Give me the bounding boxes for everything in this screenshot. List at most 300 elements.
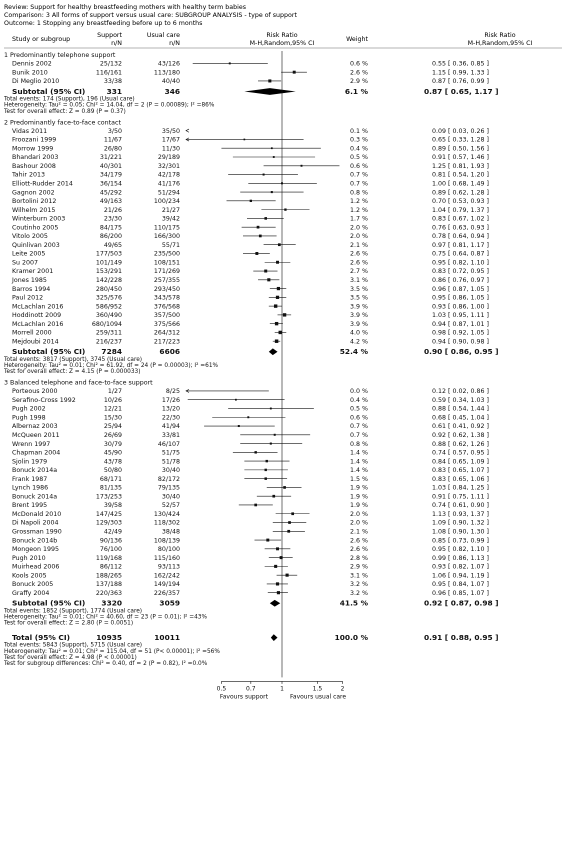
- study-weight: 2.1 %: [350, 528, 368, 536]
- point-estimate: [255, 252, 258, 255]
- study-ci: 0.78 [ 0.64, 0.94 ]: [432, 233, 489, 241]
- column-usual: Usual care: [146, 32, 180, 39]
- point-estimate: [276, 261, 279, 264]
- support-events: 116/161: [95, 69, 122, 77]
- usual-events: 52/57: [161, 502, 180, 510]
- study-weight: 0.8 %: [350, 440, 368, 448]
- study-ci: 0.74 [ 0.61, 0.90 ]: [432, 502, 489, 510]
- subtotal-label: Subtotal (95% CI): [12, 86, 86, 96]
- study-ci: 1.03 [ 0.95, 1.11 ]: [432, 312, 489, 320]
- point-estimate: [268, 79, 271, 82]
- study-name: Paul 2012: [12, 294, 44, 302]
- usual-events: 22/30: [161, 414, 180, 422]
- study-name: Mongeon 1995: [12, 546, 60, 554]
- study-name: Froozani 1999: [12, 136, 57, 144]
- usual-events: 30/40: [161, 493, 180, 501]
- study-name: Albernaz 2003: [12, 423, 58, 431]
- study-name: Wilhelm 2015: [12, 206, 56, 214]
- study-weight: 0.4 %: [350, 396, 368, 404]
- study-weight: 2.8 %: [350, 554, 368, 562]
- study-ci: 0.70 [ 0.53, 0.93 ]: [432, 198, 489, 206]
- study-weight: 2.6 %: [350, 537, 368, 545]
- support-events: 30/79: [103, 440, 122, 448]
- study-weight: 3.9 %: [350, 312, 368, 320]
- usual-events: 30/40: [161, 467, 180, 475]
- study-ci: 0.89 [ 0.62, 1.28 ]: [432, 189, 489, 197]
- study-ci: 0.81 [ 0.54, 1.20 ]: [432, 171, 489, 179]
- support-events: 68/171: [99, 475, 122, 483]
- usual-events: 40/40: [161, 78, 180, 86]
- study-weight: 2.0 %: [350, 519, 368, 527]
- usual-events: 32/301: [157, 162, 180, 170]
- study-name: Bashour 2008: [12, 162, 56, 170]
- study-name: Hoddinott 2009: [12, 312, 62, 320]
- point-estimate: [244, 139, 246, 141]
- point-estimate: [250, 200, 252, 202]
- study-ci: 0.83 [ 0.67, 1.02 ]: [432, 215, 489, 223]
- study-ci: 0.74 [ 0.57, 0.95 ]: [432, 449, 489, 457]
- study-weight: 0.7 %: [350, 431, 368, 439]
- point-estimate: [257, 226, 260, 229]
- usual-events: 293/450: [153, 285, 180, 293]
- support-events: 49/163: [99, 198, 122, 206]
- study-ci: 0.92 [ 0.62, 1.38 ]: [432, 431, 489, 439]
- support-events: 12/21: [103, 405, 122, 413]
- point-estimate: [259, 235, 262, 238]
- usual-events: 257/355: [153, 277, 180, 284]
- usual-events: 80/100: [157, 546, 180, 554]
- study-ci: 0.65 [ 0.33, 1.28 ]: [432, 136, 489, 144]
- point-estimate: [288, 521, 291, 524]
- usual-events: 17/67: [161, 136, 180, 144]
- support-events: 90/136: [99, 537, 122, 545]
- point-estimate: [276, 547, 279, 550]
- point-estimate: [270, 443, 272, 445]
- support-events: 84/175: [99, 224, 122, 232]
- point-estimate: [274, 434, 276, 436]
- study-ci: 0.93 [ 0.86, 1.00 ]: [432, 303, 489, 311]
- subtotal-label: Subtotal (95% CI): [12, 347, 86, 357]
- study-weight: 2.0 %: [350, 233, 368, 241]
- support-events: 142/228: [95, 277, 122, 284]
- study-name: Lynch 1986: [12, 484, 49, 492]
- point-estimate: [276, 296, 279, 299]
- total-diamond: [271, 634, 278, 641]
- study-weight: 0.4 %: [350, 145, 368, 153]
- study-weight: 0.3 %: [350, 136, 368, 144]
- usual-events: 51/294: [157, 189, 180, 197]
- study-weight: 1.4 %: [350, 449, 368, 457]
- study-ci: 1.25 [ 0.81, 1.93 ]: [432, 162, 489, 170]
- study-ci: 0.97 [ 0.81, 1.17 ]: [432, 241, 489, 249]
- subgroup-title: 3 Balanced telephone and face-to-face support: [4, 379, 153, 387]
- usual-events: 51/78: [161, 458, 180, 466]
- study-name: Di Meglio 2010: [12, 78, 60, 86]
- study-name: Quinlivan 2003: [12, 241, 60, 249]
- support-events: 173/253: [95, 493, 122, 501]
- x-tick-label: 0.5: [216, 685, 227, 693]
- usual-events: 375/566: [153, 320, 180, 328]
- study-name: Bonuck 2014b: [12, 537, 58, 545]
- point-estimate: [301, 165, 303, 167]
- point-estimate: [293, 71, 296, 74]
- point-estimate: [254, 504, 257, 507]
- point-estimate: [286, 574, 289, 577]
- point-estimate: [263, 174, 265, 176]
- study-name: Vidas 2011: [12, 127, 48, 135]
- study-name: Di Napoli 2004: [12, 519, 59, 527]
- study-ci: 0.12 [ 0.02, 0.86 ]: [432, 388, 489, 396]
- study-ci: 1.13 [ 0.93, 1.37 ]: [432, 510, 489, 518]
- study-ci: 1.00 [ 0.68, 1.49 ]: [432, 180, 489, 188]
- support-events: 3/50: [107, 127, 122, 135]
- study-name: Barros 1994: [12, 285, 51, 293]
- column-rr2: Risk Ratio: [484, 32, 516, 39]
- subtotal-diamond: [269, 348, 278, 355]
- usual-events: 108/151: [153, 259, 180, 267]
- point-estimate: [247, 416, 249, 418]
- study-weight: 2.0 %: [350, 510, 368, 518]
- support-events: 45/292: [99, 189, 122, 197]
- support-events: 216/237: [95, 338, 122, 346]
- subtotal-support: 331: [106, 86, 122, 96]
- usual-events: 11/30: [161, 145, 180, 153]
- study-ci: 0.96 [ 0.87, 1.05 ]: [432, 285, 489, 293]
- study-name: Grossman 1990: [12, 528, 62, 536]
- total-label: Total (95% CI): [12, 633, 70, 643]
- subtotal-usual: 346: [164, 86, 180, 96]
- support-events: 86/112: [99, 563, 122, 571]
- study-ci: 0.55 [ 0.36, 0.85 ]: [432, 60, 489, 68]
- study-weight: 0.7 %: [350, 180, 368, 188]
- x-tick-label: 1: [280, 685, 284, 693]
- point-estimate: [277, 591, 280, 594]
- subtotal-support: 7284: [101, 347, 122, 357]
- favours-support-label: Favours support: [219, 693, 268, 701]
- study-ci: 0.86 [ 0.76, 0.97 ]: [432, 277, 489, 284]
- usual-events: 357/500: [153, 312, 180, 320]
- x-tick-label: 1.5: [312, 685, 323, 693]
- usual-events: 41/94: [161, 423, 180, 431]
- study-weight: 4.2 %: [350, 338, 368, 346]
- subgroup-title: 2 Predominantly face-to-face contact: [4, 119, 121, 127]
- usual-events: 43/126: [157, 60, 180, 68]
- study-ci: 0.91 [ 0.75, 1.11 ]: [432, 493, 489, 501]
- study-ci: 0.84 [ 0.65, 1.09 ]: [432, 458, 489, 466]
- usual-events: 82/172: [157, 475, 180, 483]
- point-estimate: [274, 565, 277, 568]
- study-ci: 0.94 [ 0.87, 1.01 ]: [432, 320, 489, 328]
- study-ci: 0.95 [ 0.82, 1.10 ]: [432, 546, 489, 554]
- support-events: 360/490: [95, 312, 122, 320]
- study-weight: 3.5 %: [350, 285, 368, 293]
- study-weight: 0.6 %: [350, 60, 368, 68]
- subtotal-weight: 6.1 %: [344, 86, 368, 96]
- study-weight: 0.7 %: [350, 171, 368, 179]
- study-name: Tahir 2013: [12, 171, 46, 179]
- total-weight: 100.0 %: [334, 633, 368, 643]
- column-rr2-sub: M-H,Random,95% CI: [467, 40, 533, 47]
- support-events: 76/100: [99, 546, 122, 554]
- study-ci: 0.09 [ 0.03, 0.26 ]: [432, 127, 489, 135]
- study-name: Morrell 2000: [12, 329, 52, 337]
- point-estimate: [273, 156, 275, 158]
- study-ci: 0.87 [ 0.76, 0.99 ]: [432, 78, 489, 86]
- usual-events: 55/71: [161, 241, 180, 249]
- support-events: 188/265: [95, 572, 122, 580]
- usual-events: 217/223: [153, 338, 180, 346]
- support-events: 586/952: [95, 303, 122, 311]
- point-estimate: [264, 270, 267, 273]
- study-weight: 3.9 %: [350, 320, 368, 328]
- study-weight: 3.2 %: [350, 581, 368, 589]
- study-weight: 0.0 %: [350, 388, 368, 396]
- study-weight: 1.2 %: [350, 198, 368, 206]
- support-events: 119/168: [95, 554, 122, 562]
- study-weight: 2.1 %: [350, 241, 368, 249]
- study-name: Mejdoubi 2014: [12, 338, 59, 346]
- column-weight: Weight: [346, 36, 368, 43]
- study-name: Bonuck 2005: [12, 581, 54, 589]
- study-ci: 1.15 [ 0.99, 1.33 ]: [432, 69, 489, 77]
- study-name: McLachlan 2016: [12, 320, 64, 328]
- column-study: Study or subgroup: [12, 36, 71, 43]
- study-name: Pugh 1998: [12, 414, 46, 422]
- study-name: Bonuck 2014a: [12, 467, 58, 475]
- study-weight: 0.8 %: [350, 189, 368, 197]
- point-estimate: [287, 530, 290, 533]
- usual-events: 235/500: [153, 250, 180, 258]
- usual-events: 343/578: [153, 294, 180, 302]
- study-ci: 0.91 [ 0.57, 1.46 ]: [432, 154, 489, 162]
- study-name: Porteous 2000: [12, 388, 58, 396]
- support-events: 680/1094: [91, 320, 122, 328]
- study-name: McLachlan 2016: [12, 303, 64, 311]
- point-estimate: [264, 217, 267, 220]
- usual-events: 110/175: [153, 224, 180, 232]
- total-note: Heterogeneity: Tau² = 0.01; Chi² = 115.04, df = 51 (P< 0.00001); I² =56%: [4, 648, 220, 655]
- support-events: 10/26: [103, 396, 122, 404]
- study-weight: 1.4 %: [350, 458, 368, 466]
- support-events: 25/94: [103, 423, 122, 431]
- study-name: Winterburn 2003: [12, 215, 66, 223]
- column-rr: Risk Ratio: [266, 32, 298, 39]
- study-ci: 0.83 [ 0.65, 1.06 ]: [432, 475, 489, 483]
- study-name: Pugh 2010: [12, 554, 46, 562]
- support-events: 31/221: [99, 154, 122, 162]
- total-usual: 10011: [154, 633, 180, 643]
- usual-events: 100/234: [153, 198, 180, 206]
- study-ci: 0.98 [ 0.92, 1.05 ]: [432, 329, 489, 337]
- study-name: Coutinho 2005: [12, 224, 59, 232]
- usual-events: 113/180: [153, 69, 180, 77]
- usual-events: 93/113: [157, 563, 180, 571]
- study-ci: 0.75 [ 0.64, 0.87 ]: [432, 250, 489, 258]
- subtotal-weight: 52.4 %: [339, 347, 368, 357]
- subgroup-note: Total events: 1852 (Support), 1774 (Usual care): [4, 608, 143, 615]
- study-weight: 0.6 %: [350, 162, 368, 170]
- study-name: McDonald 2010: [12, 510, 62, 518]
- support-events: 43/78: [103, 458, 122, 466]
- point-estimate: [267, 278, 270, 281]
- comparison-line: Comparison: 3 All forms of support versus usual care: SUBGROUP ANALYSIS - type of support: [4, 12, 297, 19]
- support-events: 40/301: [99, 162, 122, 170]
- point-estimate: [266, 460, 268, 462]
- point-estimate: [291, 512, 294, 515]
- point-estimate: [270, 408, 272, 410]
- usual-events: 162/242: [153, 572, 180, 580]
- support-events: 220/363: [95, 589, 122, 597]
- study-name: Jones 1985: [12, 277, 47, 284]
- study-ci: 0.83 [ 0.65, 1.07 ]: [432, 467, 489, 475]
- point-estimate: [284, 208, 286, 210]
- study-ci: 0.59 [ 0.34, 1.03 ]: [432, 396, 489, 404]
- support-events: 15/30: [103, 414, 122, 422]
- study-weight: 2.6 %: [350, 546, 368, 554]
- study-ci: 0.94 [ 0.90, 0.98 ]: [432, 338, 489, 346]
- study-weight: 2.9 %: [350, 78, 368, 86]
- total-note: Test for overall effect: Z = 4.98 (P < 0.00001): [4, 655, 137, 662]
- study-name: Kramer 2001: [12, 268, 54, 276]
- support-events: 129/303: [95, 519, 122, 527]
- subgroup-note: Test for overall effect: Z = 4.15 (P = 0.000033): [4, 369, 141, 376]
- point-estimate: [229, 62, 231, 64]
- study-weight: 2.6 %: [350, 250, 368, 258]
- point-estimate: [283, 313, 286, 316]
- support-events: 23/30: [103, 215, 122, 223]
- usual-events: 226/357: [153, 589, 180, 597]
- usual-events: 51/75: [161, 449, 180, 457]
- study-ci: 1.08 [ 0.90, 1.30 ]: [432, 528, 489, 536]
- subgroup-note: Total events: 174 (Support), 196 (Usual care): [4, 96, 135, 103]
- study-weight: 1.9 %: [350, 502, 368, 510]
- subgroup-title: 1 Predominantly telephone support: [4, 52, 116, 59]
- study-weight: 0.1 %: [350, 127, 368, 135]
- study-name: McQueen 2011: [12, 431, 60, 439]
- support-events: 177/503: [95, 250, 122, 258]
- total-support: 10935: [96, 633, 122, 643]
- support-events: 42/49: [103, 528, 122, 536]
- point-estimate: [279, 331, 282, 334]
- point-estimate: [265, 469, 267, 471]
- study-ci: 0.89 [ 0.50, 1.56 ]: [432, 145, 489, 153]
- usual-events: 38/48: [161, 528, 180, 536]
- usual-events: 115/160: [153, 554, 180, 562]
- study-weight: 3.2 %: [350, 589, 368, 597]
- study-weight: 1.9 %: [350, 493, 368, 501]
- study-weight: 4.0 %: [350, 329, 368, 337]
- point-estimate: [276, 582, 279, 585]
- study-name: Chapman 2004: [12, 449, 61, 457]
- point-estimate: [264, 477, 266, 479]
- study-weight: 1.7 %: [350, 215, 368, 223]
- study-name: Bhandari 2003: [12, 154, 59, 162]
- support-events: 33/38: [103, 78, 122, 86]
- study-name: Bortolini 2012: [12, 198, 57, 206]
- subgroup-note: Test for overall effect: Z = 0.89 (P = 0.37): [4, 108, 126, 115]
- study-ci: 0.95 [ 0.82, 1.10 ]: [432, 259, 489, 267]
- study-weight: 0.5 %: [350, 154, 368, 162]
- support-events: 101/149: [95, 259, 122, 267]
- support-events: 259/311: [95, 329, 122, 337]
- support-events: 49/65: [103, 241, 122, 249]
- study-weight: 1.5 %: [350, 475, 368, 483]
- study-weight: 1.2 %: [350, 206, 368, 214]
- usual-events: 149/194: [153, 581, 180, 589]
- study-name: Wrenn 1997: [12, 440, 51, 448]
- usual-events: 33/81: [161, 431, 180, 439]
- column-support-sub: n/N: [111, 40, 122, 47]
- study-name: Vitolo 2005: [12, 233, 48, 241]
- usual-events: 166/300: [153, 233, 180, 241]
- favours-usual-label: Favours usual care: [290, 693, 347, 701]
- point-estimate: [278, 243, 281, 246]
- subtotal-support: 3320: [101, 598, 122, 608]
- usual-events: 79/135: [157, 484, 180, 492]
- subgroup-note: Heterogeneity: Tau² = 0.01; Chi² = 40.60, df = 23 (P = 0.01); I² =43%: [4, 614, 207, 621]
- subtotal-usual: 3059: [159, 598, 180, 608]
- usual-events: 8/25: [165, 388, 180, 396]
- subtotal-weight: 41.5 %: [339, 598, 368, 608]
- column-rr-sub: M-H,Random,95% CI: [249, 40, 315, 47]
- usual-events: 41/176: [157, 180, 180, 188]
- study-ci: 0.95 [ 0.86, 1.05 ]: [432, 294, 489, 302]
- support-events: 39/58: [103, 502, 122, 510]
- study-weight: 0.6 %: [350, 414, 368, 422]
- study-ci: 1.06 [ 0.94, 1.19 ]: [432, 572, 489, 580]
- study-weight: 2.0 %: [350, 224, 368, 232]
- usual-events: 21/27: [161, 206, 180, 214]
- study-ci: 0.76 [ 0.63, 0.93 ]: [432, 224, 489, 232]
- subgroup-note: Total events: 3817 (Support), 3745 (Usual care): [4, 356, 143, 363]
- x-tick-label: 2: [340, 685, 345, 693]
- point-estimate: [275, 322, 278, 325]
- total-ci: 0.91 [ 0.88, 0.95 ]: [424, 633, 499, 643]
- study-ci: 0.88 [ 0.62, 1.26 ]: [432, 440, 489, 448]
- usual-events: 376/568: [153, 303, 180, 311]
- usual-events: 29/189: [157, 154, 180, 162]
- study-name: Morrow 1999: [12, 145, 54, 153]
- point-estimate: [272, 495, 275, 498]
- study-name: Su 2007: [12, 259, 39, 267]
- usual-events: 13/20: [161, 405, 180, 413]
- usual-events: 39/42: [161, 215, 180, 223]
- study-ci: 0.95 [ 0.84, 1.07 ]: [432, 581, 489, 589]
- subtotal-ci: 0.87 [ 0.65, 1.17 ]: [424, 86, 499, 96]
- usual-events: 130/424: [153, 510, 180, 518]
- point-estimate: [283, 486, 286, 489]
- study-name: Graffy 2004: [12, 589, 50, 597]
- study-ci: 1.03 [ 0.84, 1.25 ]: [432, 484, 489, 492]
- study-weight: 3.9 %: [350, 303, 368, 311]
- support-events: 81/135: [99, 484, 122, 492]
- study-ci: 0.85 [ 0.73, 0.99 ]: [432, 537, 489, 545]
- study-ci: 0.61 [ 0.41, 0.92 ]: [432, 423, 489, 431]
- study-ci: 0.88 [ 0.54, 1.44 ]: [432, 405, 489, 413]
- subtotal-usual: 6606: [159, 347, 180, 357]
- study-ci: 1.04 [ 0.79, 1.37 ]: [432, 206, 489, 214]
- total-note: Test for subgroup differences: Chi² = 0.40, df = 2 (P = 0.82), I² =0.0%: [4, 661, 208, 668]
- subtotal-label: Subtotal (95% CI): [12, 598, 86, 608]
- subgroup-note: Heterogeneity: Tau² = 0.01; Chi² = 61.92, df = 24 (P = 0.00003); I² =61%: [4, 362, 219, 369]
- support-events: 21/26: [103, 206, 122, 214]
- study-name: Frank 1987: [12, 475, 48, 483]
- study-ci: 1.09 [ 0.90, 1.32 ]: [432, 519, 489, 527]
- support-events: 153/291: [95, 268, 122, 276]
- study-name: Elliott-Rudder 2014: [12, 180, 73, 188]
- support-events: 325/576: [95, 294, 122, 302]
- study-ci: 0.99 [ 0.86, 1.13 ]: [432, 554, 489, 562]
